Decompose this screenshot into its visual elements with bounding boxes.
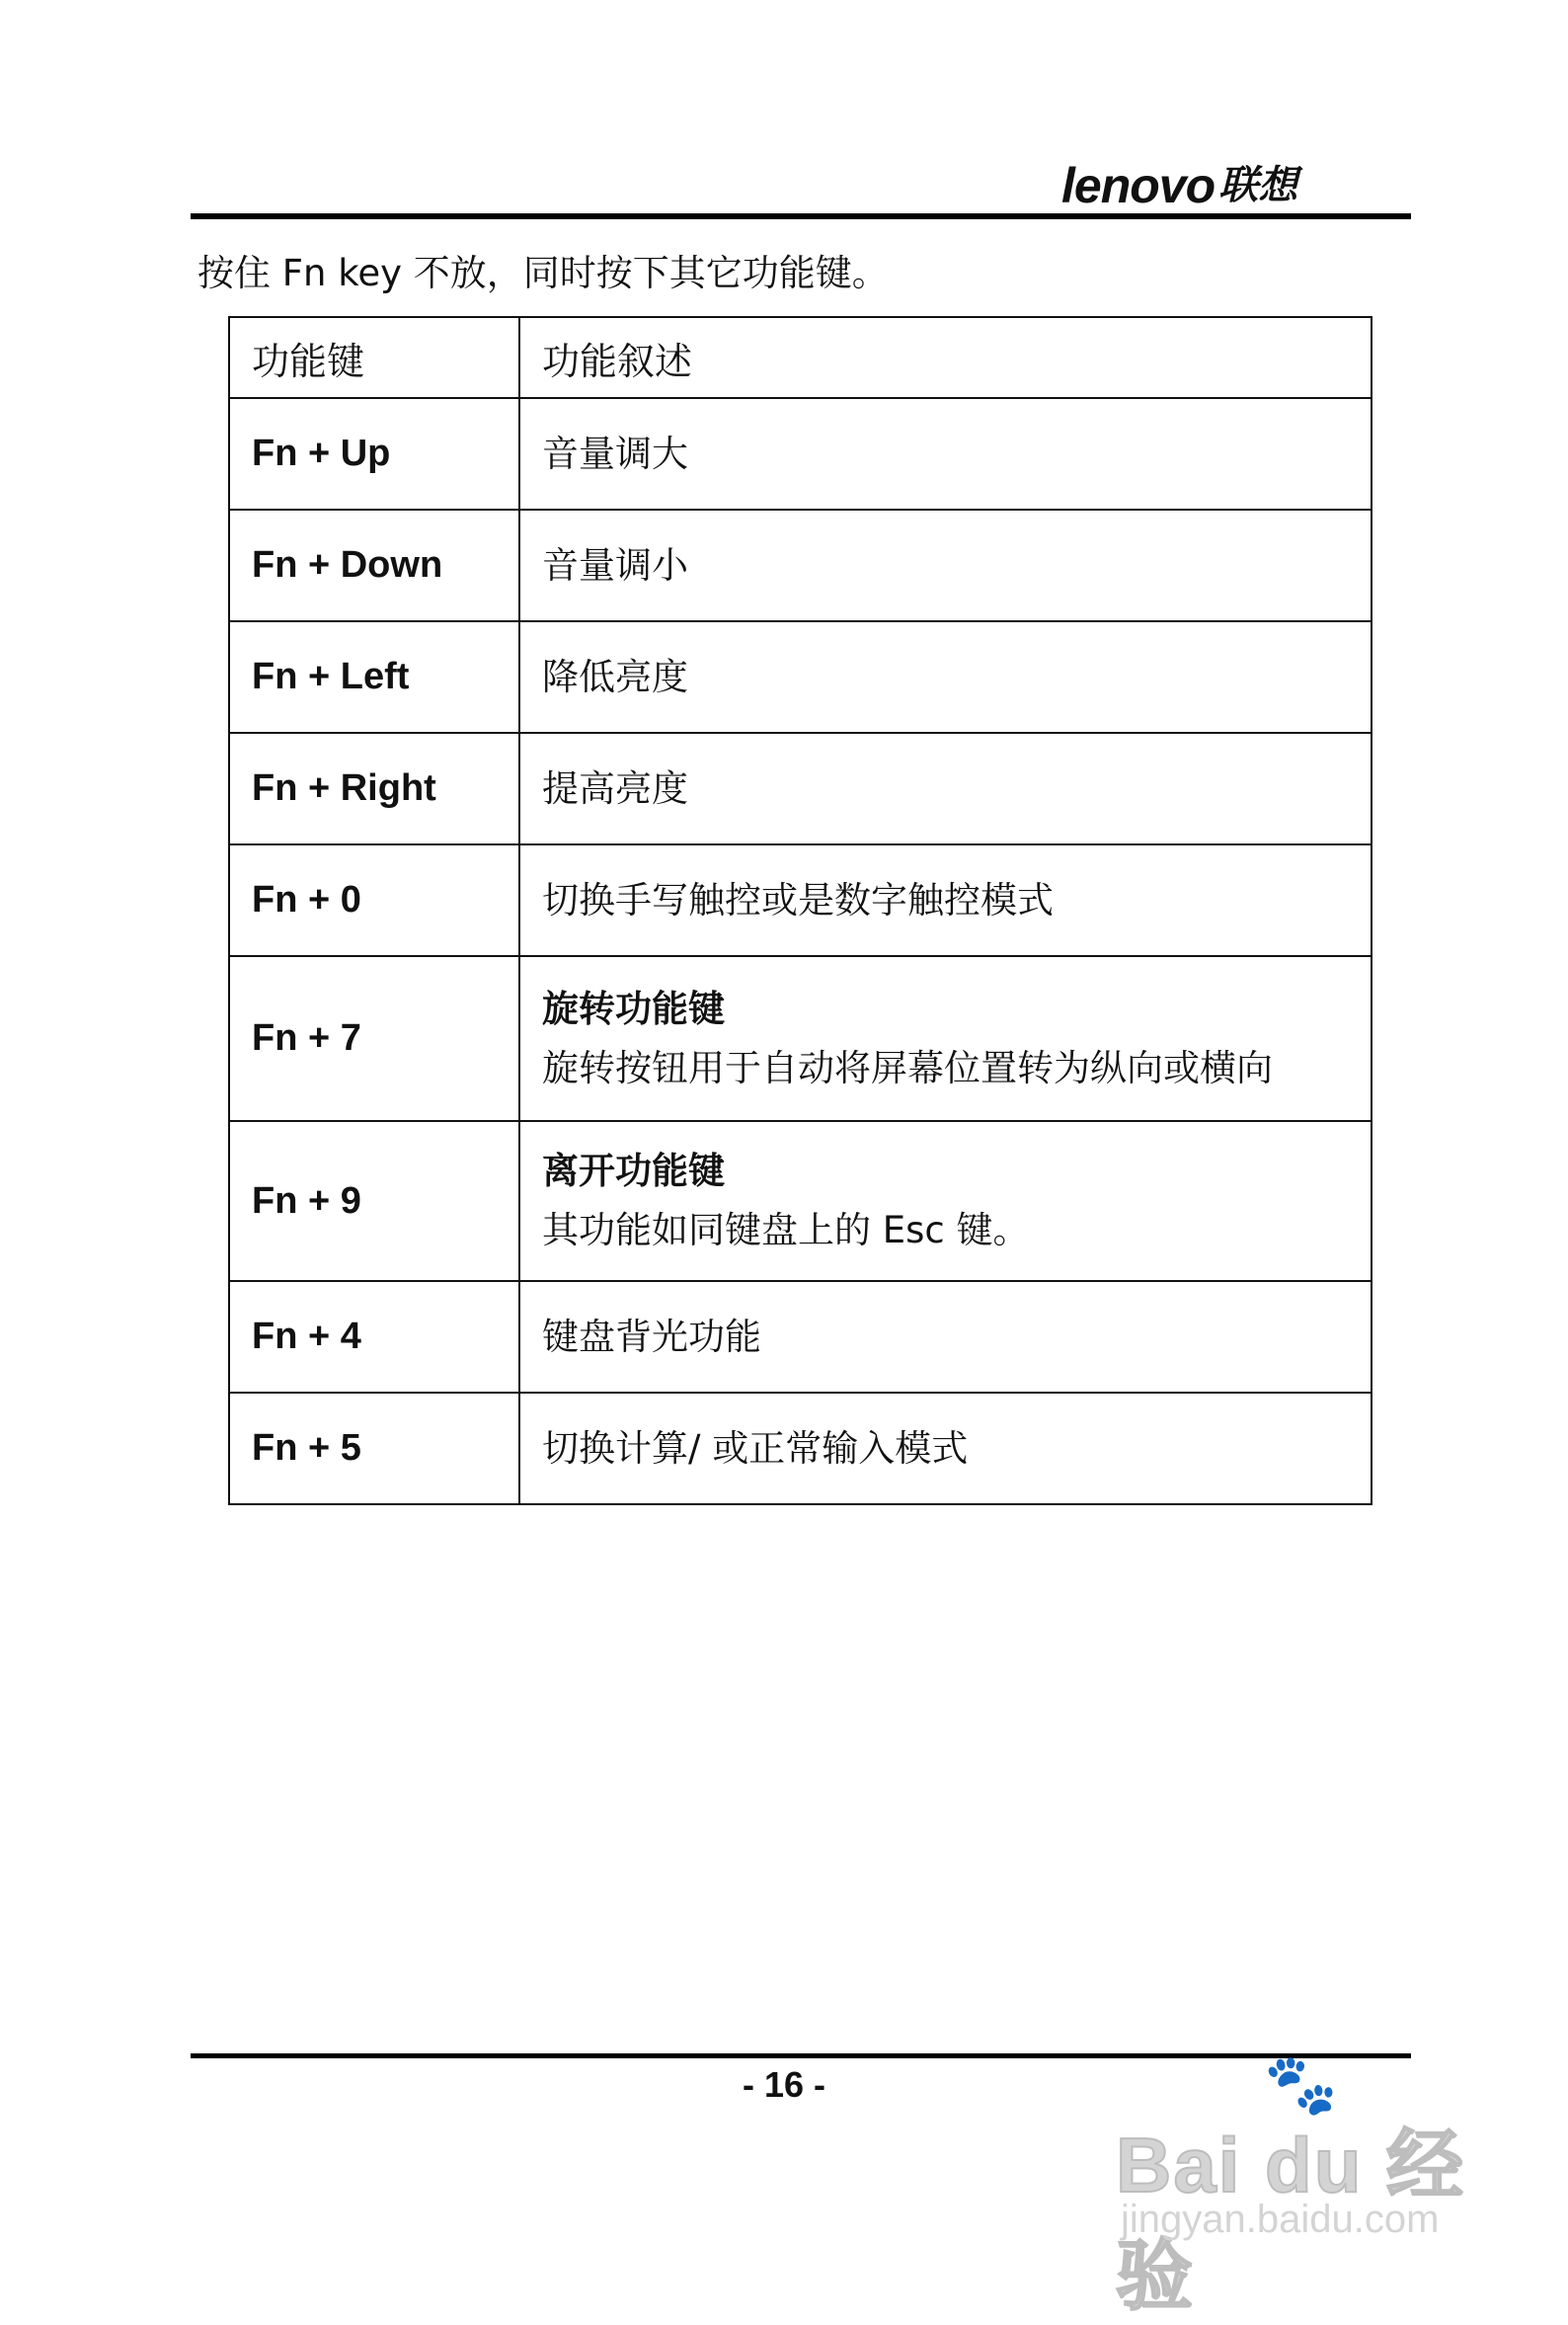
key-cell: Fn + Down [229, 510, 519, 621]
desc-cell: 键盘背光功能 [519, 1281, 1372, 1393]
desc-title: 旋转功能键 [542, 987, 725, 1030]
desc-text: 旋转按钮用于自动将屏幕位置转为纵向或横向 [542, 1046, 1273, 1089]
intro-text: 按住 Fn key 不放，同时按下其它功能键。 [197, 252, 889, 294]
desc-cell [519, 956, 1372, 1121]
desc-cell: 提高亮度 [519, 733, 1372, 844]
desc-cell: 切换手写触控或是数字触控模式 [519, 844, 1372, 956]
key-cell: Fn + 9 [229, 1121, 519, 1281]
column-header-key: 功能键 [229, 317, 519, 398]
table-row [229, 1281, 1372, 1393]
desc-cell: 音量调大 [519, 398, 1372, 510]
desc-cell: 切换计算/ 或正常输入模式 [519, 1393, 1372, 1504]
table-row [229, 844, 1372, 956]
desc-cell: 音量调小 [519, 510, 1372, 621]
key-cell: Fn + Up [229, 398, 519, 510]
table-row [229, 398, 1372, 510]
key-cell: Fn + 5 [229, 1393, 519, 1504]
table-row [229, 1393, 1372, 1504]
table-row [229, 1121, 1372, 1281]
key-cell: Fn + 0 [229, 844, 519, 956]
watermark-brand: Bai du 经验 [1116, 2122, 1466, 2319]
table-row [229, 733, 1372, 844]
logo-text-en: lenovo [1061, 158, 1215, 213]
function-key-table [228, 316, 1372, 1505]
table-row [229, 621, 1372, 733]
key-cell: Fn + Right [229, 733, 519, 844]
desc-cell: 降低亮度 [519, 621, 1372, 733]
desc-text: 其功能如同键盘上的 Esc 键。 [542, 1209, 1030, 1251]
table-row [229, 510, 1372, 621]
key-cell: Fn + 4 [229, 1281, 519, 1393]
column-header-desc: 功能叙述 [519, 317, 1372, 398]
table-row [229, 956, 1372, 1121]
watermark-url: jingyan.baidu.com [1121, 2198, 1440, 2241]
page-number: - 16 - [742, 2064, 826, 2105]
key-cell: Fn + Left [229, 621, 519, 733]
baidu-watermark [1116, 2049, 1501, 2319]
desc-cell [519, 1121, 1372, 1281]
paw-icon: 🐾 [1264, 2050, 1338, 2120]
key-cell: Fn + 7 [229, 956, 519, 1121]
table-header-row [229, 317, 1372, 398]
desc-title: 离开功能键 [542, 1150, 725, 1192]
header-rule [191, 213, 1411, 219]
logo-text-cn: 联想 [1218, 163, 1298, 208]
lenovo-logo [1061, 158, 1298, 213]
